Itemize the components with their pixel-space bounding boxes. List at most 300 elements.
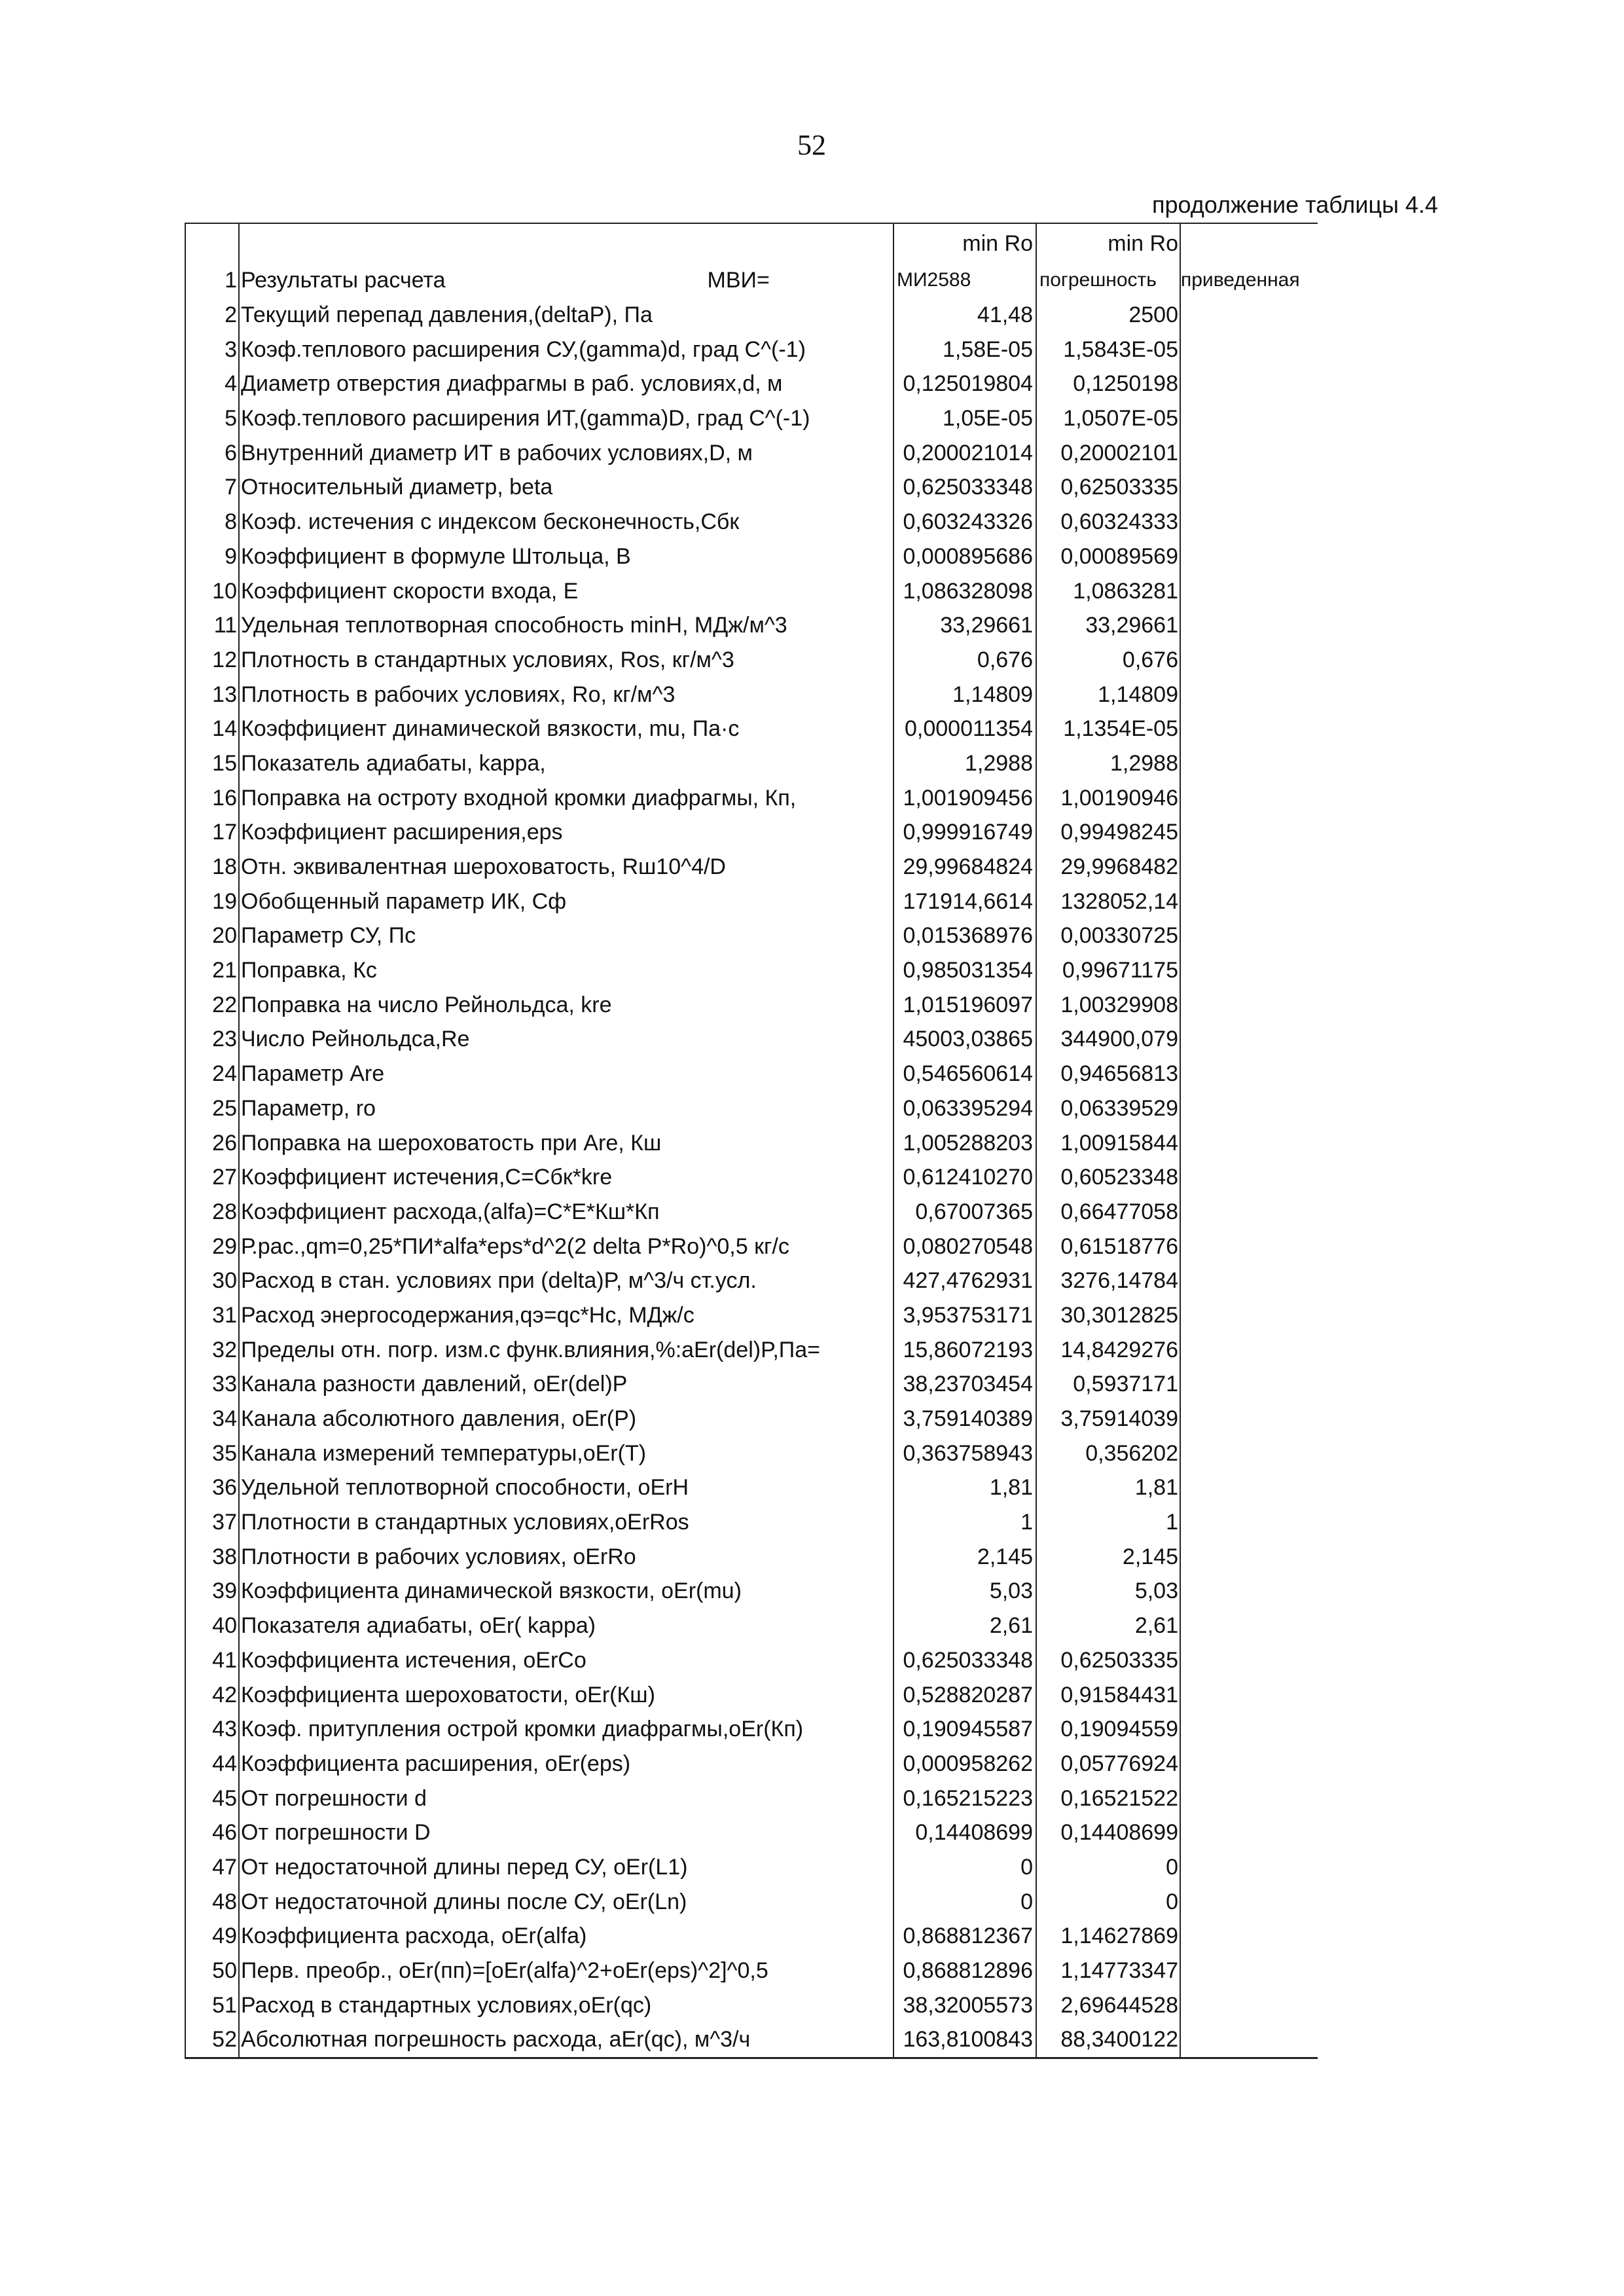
row-desc: Число Рейнольдса,Re: [241, 1027, 470, 1052]
row-value-2: 0,91584431: [1036, 1677, 1180, 1712]
table-row: [185, 298, 1318, 333]
row-value-2: 0,00330725: [1036, 919, 1180, 953]
row-desc: Удельная теплотворная способность minH, МДж/м^3: [241, 613, 787, 638]
row-extra: [1180, 1781, 1318, 1815]
row-number: 13: [185, 677, 239, 712]
row-number: 39: [185, 1574, 239, 1609]
row-desc: Коэффициента шероховатости, oEr(Кш): [241, 1682, 655, 1707]
table-row: [185, 1850, 1318, 1885]
row-number: 5: [185, 401, 239, 436]
row-value-2: 0: [1036, 1850, 1180, 1885]
table-row: [185, 1539, 1318, 1574]
row-value-2: 0,99498245: [1036, 815, 1180, 850]
row-desc: Коэффициент в формуле Штольца, В: [241, 543, 631, 569]
row-extra: [1180, 1402, 1318, 1436]
row-desc: Поправка на остроту входной кромки диафрагмы, Кп,: [241, 785, 797, 811]
row-extra: [1180, 815, 1318, 850]
row-value-2: 0,5937171: [1036, 1367, 1180, 1402]
row-desc: Поправка на число Рейнольдса, kre: [241, 992, 612, 1017]
row-value-1: 1,2988: [893, 746, 1036, 781]
row-description-cell: [239, 1712, 893, 1747]
row-value-1: 0,000011354: [893, 712, 1036, 746]
row-value-1: 2,61: [893, 1609, 1036, 1643]
row-number: 32: [185, 1332, 239, 1367]
row-value-2: 14,8429276: [1036, 1332, 1180, 1367]
row-value-1: 0,625033348: [893, 470, 1036, 505]
row-number: 11: [185, 608, 239, 643]
row-description-cell: [239, 1884, 893, 1919]
row-desc: Коэффициента расширения, oEr(eps): [241, 1751, 631, 1776]
row-desc: От погрешности d: [241, 1785, 427, 1811]
row-number: 41: [185, 1643, 239, 1678]
row-value-1: 1,58E-05: [893, 332, 1036, 367]
row-description-cell: [239, 712, 893, 746]
row-description-cell: [239, 608, 893, 643]
table-row: [185, 780, 1318, 815]
row-value-2: 0,06339529: [1036, 1091, 1180, 1126]
row-description-cell: [239, 401, 893, 436]
row-value-2: 1,81: [1036, 1470, 1180, 1505]
row-description-cell: [239, 1815, 893, 1850]
row-extra: [1180, 1470, 1318, 1505]
row-value-2: погрешность: [1036, 263, 1180, 298]
row-number: 30: [185, 1264, 239, 1298]
row-value-2: 0: [1036, 1884, 1180, 1919]
row-description-cell: [239, 1125, 893, 1160]
row-extra: приведенная: [1181, 269, 1300, 291]
row-desc: Пределы отн. погр. изм.с функ.влияния,%:aEr(del)P,Па=: [241, 1337, 821, 1362]
row-value-2: 0,60523348: [1036, 1160, 1180, 1195]
row-value-1: 0,000958262: [893, 1747, 1036, 1781]
table-row: [185, 1091, 1318, 1126]
row-extra: [1180, 298, 1318, 333]
row-number: 17: [185, 815, 239, 850]
row-desc: От недостаточной длины перед СУ, oEr(L1): [241, 1854, 688, 1880]
row-number: 8: [185, 505, 239, 539]
table-row: [185, 435, 1318, 470]
row-extra: [1180, 1057, 1318, 1091]
row-value-2: 0,60324333: [1036, 505, 1180, 539]
row-value-1: 171914,6614: [893, 884, 1036, 919]
row-number: 4: [185, 367, 239, 401]
row-value-2: 0,99671175: [1036, 953, 1180, 988]
row-description-cell: [239, 1747, 893, 1781]
table-row: [185, 1884, 1318, 1919]
row-description-cell: [239, 815, 893, 850]
row-extra: [1180, 746, 1318, 781]
row-desc: Коэффициент динамической вязкости, mu, Па·с: [241, 716, 740, 742]
row-number: 19: [185, 884, 239, 919]
header-v1-cell: min Ro: [893, 223, 1036, 263]
row-desc: Расход в стан. условиях при (delta)P, м^3/ч ст.усл.: [241, 1268, 757, 1294]
row-number: 18: [185, 850, 239, 884]
row-extra: [1180, 1677, 1318, 1712]
row-extra: [1180, 1643, 1318, 1678]
row-extra: [1180, 1022, 1318, 1057]
row-number: 45: [185, 1781, 239, 1815]
row-desc: Коэффициент скорости входа, Е: [241, 578, 579, 604]
row-description-cell: [239, 1850, 893, 1885]
row-number: 49: [185, 1919, 239, 1954]
row-value-2: 0,94656813: [1036, 1057, 1180, 1091]
row-number: 7: [185, 470, 239, 505]
row-value-1: 0: [893, 1884, 1036, 1919]
row-value-1: 0,080270548: [893, 1229, 1036, 1264]
row-value-1: 163,8100843: [893, 2022, 1036, 2058]
header-v2-cell: min Ro: [1036, 223, 1180, 263]
row-desc: Коэф. притупления острой кромки диафрагмы,oEr(Кп): [241, 1717, 804, 1742]
row-extra: [1180, 780, 1318, 815]
table-row: [185, 367, 1318, 401]
row-desc: Коэффициент расхода,(alfa)=C*E*Кш*Кп: [241, 1199, 660, 1224]
table-row: [185, 1954, 1318, 1988]
row-value-1: 1,086328098: [893, 574, 1036, 608]
row-description-cell: [239, 1022, 893, 1057]
row-value-1: 1,05E-05: [893, 401, 1036, 436]
row-value-2: 1,1354E-05: [1036, 712, 1180, 746]
row-description-cell: [239, 1609, 893, 1643]
page-number: 52: [797, 129, 826, 161]
row-extra: [1180, 1195, 1318, 1230]
row-value-1: 3,953753171: [893, 1298, 1036, 1333]
table-row: [185, 1229, 1318, 1264]
table-row: [185, 332, 1318, 367]
row-value-2: 0,62503335: [1036, 1643, 1180, 1678]
row-value-2: 1,00915844: [1036, 1125, 1180, 1160]
row-extra: [1180, 1884, 1318, 1919]
row-value-2: 3276,14784: [1036, 1264, 1180, 1298]
table-row: [185, 746, 1318, 781]
row-value-2: 0,05776924: [1036, 1747, 1180, 1781]
table-row: [185, 1367, 1318, 1402]
row-number: 16: [185, 780, 239, 815]
row-number: 40: [185, 1609, 239, 1643]
row-value-1: 1,015196097: [893, 987, 1036, 1022]
row-number: 31: [185, 1298, 239, 1333]
row-extra: [1180, 470, 1318, 505]
table-row: [185, 1402, 1318, 1436]
row-description-cell: [239, 1229, 893, 1264]
row-extra: [1180, 1332, 1318, 1367]
row-value-2: 2,69644528: [1036, 1988, 1180, 2022]
row-description-cell: [239, 1091, 893, 1126]
table-row: [185, 884, 1318, 919]
table-row: [185, 1160, 1318, 1195]
row-desc: Коэффициента динамической вязкости, oEr(mu): [241, 1578, 742, 1604]
table-row: [185, 1470, 1318, 1505]
row-value-2: 3,75914039: [1036, 1402, 1180, 1436]
table-row: [185, 1298, 1318, 1333]
row-number: 26: [185, 1125, 239, 1160]
row-extra: [1180, 539, 1318, 574]
row-description-cell: [239, 919, 893, 953]
row-desc: Удельной теплотворной способности, oErH: [241, 1475, 689, 1501]
table-row: [185, 1781, 1318, 1815]
row-description-cell: [239, 780, 893, 815]
row-value-1: 5,03: [893, 1574, 1036, 1609]
row-extra: [1180, 1712, 1318, 1747]
row-value-1: 2,145: [893, 1539, 1036, 1574]
row-description-cell: [239, 1781, 893, 1815]
row-number: 52: [185, 2022, 239, 2058]
calculation-table: [185, 223, 1318, 2059]
row-description-cell: [239, 1574, 893, 1609]
table-row: [185, 505, 1318, 539]
row-desc: Отн. эквивалентная шероховатость, Rш10^4/D: [241, 854, 726, 880]
row-number: 36: [185, 1470, 239, 1505]
header-desc-cell: [239, 223, 893, 263]
row-number: 47: [185, 1850, 239, 1885]
row-desc: Коэффициент истечения,С=Сбк*kre: [241, 1165, 613, 1190]
row-description-cell: [239, 884, 893, 919]
row-extra: [1180, 987, 1318, 1022]
row-extra: [1180, 401, 1318, 436]
row-desc: Диаметр отверстия диафрагмы в раб. условиях,d, м: [241, 371, 783, 397]
row-value-2: 2,145: [1036, 1539, 1180, 1574]
row-description-cell: [239, 643, 893, 678]
row-description-cell: [239, 505, 893, 539]
row-desc: Параметр СУ, Пс: [241, 923, 416, 949]
table-row: [185, 1574, 1318, 1609]
row-value-1: 427,4762931: [893, 1264, 1036, 1298]
row-value-1: 1,001909456: [893, 780, 1036, 815]
row-extra: [1180, 2022, 1318, 2058]
row-extra: [1180, 1919, 1318, 1954]
row-description-cell: [239, 1264, 893, 1298]
row-value-1: 0,546560614: [893, 1057, 1036, 1091]
row-desc: Расход энергосодержания,qэ=qc*Hc, МДж/с: [241, 1302, 695, 1328]
row-desc: Показателя адиабаты, oEr( kappa): [241, 1613, 596, 1639]
row-value-2: 1,00329908: [1036, 987, 1180, 1022]
row-value-1: МИ2588: [893, 263, 1036, 298]
table-row: [185, 815, 1318, 850]
row-value-1: 45003,03865: [893, 1022, 1036, 1057]
row-value-2: 0,1250198: [1036, 367, 1180, 401]
row-extra: [1180, 1609, 1318, 1643]
row-extra: [1180, 1850, 1318, 1885]
table-header-row: [185, 223, 1318, 263]
row-extra: [1180, 1229, 1318, 1264]
row-extra: [1180, 712, 1318, 746]
row-description-cell: [239, 1195, 893, 1230]
row-value-1: 0,063395294: [893, 1091, 1036, 1126]
table-row: [185, 953, 1318, 988]
row-desc: Поправка на шероховатость при Are, Кш: [241, 1130, 662, 1156]
table-row: [185, 1643, 1318, 1678]
row-desc: Коэффициента истечения, oErCo: [241, 1647, 586, 1673]
row-number: 24: [185, 1057, 239, 1091]
row-desc: Результаты расчета: [241, 268, 446, 293]
row-value-2: 0,20002101: [1036, 435, 1180, 470]
table-caption: продолжение таблицы 4.4: [1152, 191, 1438, 218]
row-description-cell: [239, 1298, 893, 1333]
table-row: [185, 1609, 1318, 1643]
header-extra-cell: [1180, 223, 1318, 263]
table-row: [185, 1712, 1318, 1747]
row-description-cell: [239, 1505, 893, 1540]
row-number: 50: [185, 1954, 239, 1988]
row-value-1: 3,759140389: [893, 1402, 1036, 1436]
row-number: 35: [185, 1436, 239, 1470]
row-extra: [1180, 574, 1318, 608]
table-row: [185, 608, 1318, 643]
row-value-1: 0,363758943: [893, 1436, 1036, 1470]
table-row: [185, 1057, 1318, 1091]
row-extra: [1180, 1747, 1318, 1781]
row-extra: [1180, 677, 1318, 712]
row-value-1: 0,200021014: [893, 435, 1036, 470]
row-value-2: 1,14773347: [1036, 1954, 1180, 1988]
table-row: [185, 1919, 1318, 1954]
row-description-cell: [239, 298, 893, 333]
row-desc: Плотность в стандартных условиях, Ros, кг/м^3: [241, 647, 734, 672]
row-description-cell: [239, 1402, 893, 1436]
row-description-cell: [239, 850, 893, 884]
row-extra: [1180, 1574, 1318, 1609]
row-description-cell: [239, 987, 893, 1022]
row-mid-label: МВИ=: [707, 268, 770, 293]
row-number: 10: [185, 574, 239, 608]
row-value-1: 0,999916749: [893, 815, 1036, 850]
row-extra: [1180, 884, 1318, 919]
row-value-1: 38,23703454: [893, 1367, 1036, 1402]
row-extra: [1180, 435, 1318, 470]
row-description-cell: [239, 435, 893, 470]
row-number: 48: [185, 1884, 239, 1919]
row-extra: [1180, 608, 1318, 643]
row-value-1: 0,165215223: [893, 1781, 1036, 1815]
row-description-cell: [239, 1988, 893, 2022]
row-desc: Параметр, ro: [241, 1095, 376, 1121]
table-row: [185, 1264, 1318, 1298]
row-desc: Обобщенный параметр ИК, Сф: [241, 888, 567, 914]
row-desc: Перв. преобр., oEr(пп)=[oEr(alfa)^2+oEr(eps)^2]^0,5: [241, 1958, 768, 1984]
row-description-cell: [239, 1954, 893, 1988]
row-number: 37: [185, 1505, 239, 1540]
table-row: [185, 1677, 1318, 1712]
table-row: [185, 1332, 1318, 1367]
table-row: [185, 574, 1318, 608]
row-desc: Относительный диаметр, beta: [241, 475, 553, 500]
table-row: [185, 1505, 1318, 1540]
row-number: 9: [185, 539, 239, 574]
row-extra: [1180, 1505, 1318, 1540]
table-row: [185, 1195, 1318, 1230]
row-number: 34: [185, 1402, 239, 1436]
row-value-2: 30,3012825: [1036, 1298, 1180, 1333]
row-extra: [1180, 1125, 1318, 1160]
row-description-cell: [239, 1436, 893, 1470]
table-row: [185, 470, 1318, 505]
row-desc: От погрешности D: [241, 1820, 431, 1846]
row-extra: [1180, 1160, 1318, 1195]
table-row: [185, 2022, 1318, 2058]
row-value-2: 1,0507E-05: [1036, 401, 1180, 436]
table-row: [185, 850, 1318, 884]
row-value-2: 0,676: [1036, 643, 1180, 678]
row-extra: [1180, 1815, 1318, 1850]
row-extra: [1180, 1436, 1318, 1470]
row-extra: [1180, 1298, 1318, 1333]
row-desc: Параметр Are: [241, 1061, 385, 1087]
table-row: [185, 539, 1318, 574]
row-value-2: 0,62503335: [1036, 470, 1180, 505]
row-desc: Плотность в рабочих условиях, Ro, кг/м^3: [241, 682, 676, 707]
row-value-1: 0,625033348: [893, 1643, 1036, 1678]
table-row: [185, 1436, 1318, 1470]
row-extra: [1180, 919, 1318, 953]
table-row: [185, 643, 1318, 678]
row-value-2: 1: [1036, 1505, 1180, 1540]
row-value-2: 5,03: [1036, 1574, 1180, 1609]
row-value-2: 88,3400122: [1036, 2022, 1180, 2058]
row-number: 2: [185, 298, 239, 333]
row-value-2: 0,61518776: [1036, 1229, 1180, 1264]
row-desc: Текущий перепад давления,(deltaP), Па: [241, 302, 653, 328]
row-value-1: 1: [893, 1505, 1036, 1540]
row-number: 27: [185, 1160, 239, 1195]
row-extra: [1180, 1539, 1318, 1574]
row-desc: Внутренний диаметр ИТ в рабочих условиях,D, м: [241, 440, 753, 465]
row-value-2: 2500: [1036, 298, 1180, 333]
row-value-2: 0,356202: [1036, 1436, 1180, 1470]
row-desc: От недостаточной длины после СУ, oEr(Ln): [241, 1889, 687, 1914]
row-number: 29: [185, 1229, 239, 1264]
table-row: [185, 1988, 1318, 2022]
row-value-1: 0,868812367: [893, 1919, 1036, 1954]
row-extra: [1180, 953, 1318, 988]
row-description-cell: [239, 332, 893, 367]
row-number: 12: [185, 643, 239, 678]
row-value-1: 0,015368976: [893, 919, 1036, 953]
row-description-cell: [239, 539, 893, 574]
row-value-1: 29,99684824: [893, 850, 1036, 884]
row-value-1: 0,528820287: [893, 1677, 1036, 1712]
row-description-cell: [239, 677, 893, 712]
table-row: [185, 1022, 1318, 1057]
row-description-cell: [239, 746, 893, 781]
row-value-1: 33,29661: [893, 608, 1036, 643]
row-desc: Поправка, Кс: [241, 958, 377, 983]
row-value-1: 0,868812896: [893, 1954, 1036, 1988]
row-extra: [1180, 643, 1318, 678]
row-description-cell: [239, 1057, 893, 1091]
row-value-2: 0,66477058: [1036, 1195, 1180, 1230]
row-desc: Канала измерений температуры,oEr(T): [241, 1440, 647, 1466]
row-value-1: 1,81: [893, 1470, 1036, 1505]
row-number: 42: [185, 1677, 239, 1712]
header-num-cell: [185, 223, 239, 263]
row-value-2: 344900,079: [1036, 1022, 1180, 1057]
row-extra: [1180, 1091, 1318, 1126]
row-desc: Плотности в стандартных условиях,oErRos: [241, 1510, 689, 1535]
row-value-1: 38,32005573: [893, 1988, 1036, 2022]
row-value-1: 0,000895686: [893, 539, 1036, 574]
row-desc: Коэф.теплового расширения СУ,(gamma)d, град С^(-1): [241, 337, 806, 362]
row-extra: [1180, 367, 1318, 401]
row-desc: Коэффициента расхода, oEr(alfa): [241, 1923, 587, 1949]
row-number: 33: [185, 1367, 239, 1402]
row-extra: [1180, 1264, 1318, 1298]
row-desc: Расход в стандартных условиях,oEr(qc): [241, 1992, 652, 2018]
row-description-cell: [239, 1643, 893, 1678]
row-description-cell: [239, 470, 893, 505]
table-row: [185, 1747, 1318, 1781]
row-number: 3: [185, 332, 239, 367]
row-number: 51: [185, 1988, 239, 2022]
row-value-2: 0,19094559: [1036, 1712, 1180, 1747]
row-value-2: 1,14809: [1036, 677, 1180, 712]
